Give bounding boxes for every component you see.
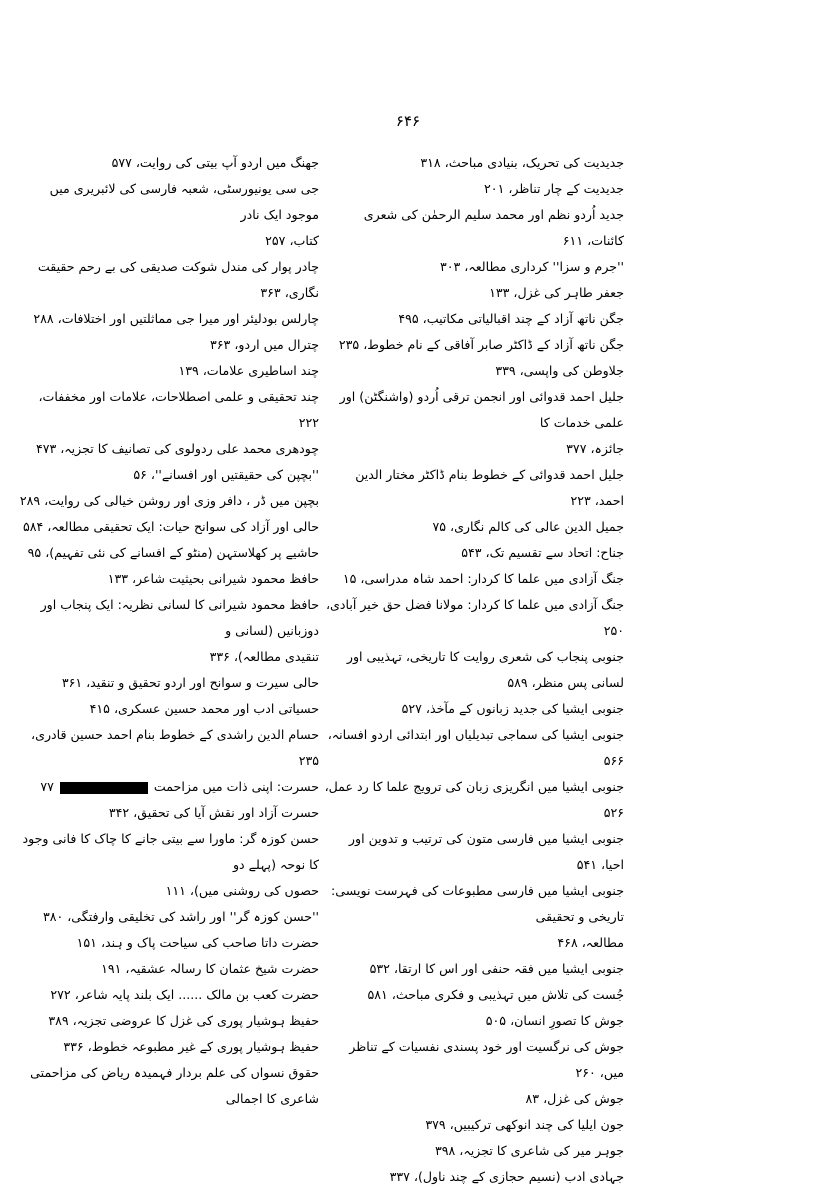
index-entry: چند اساطیری علامات، ۱۳۹ — [178, 363, 319, 378]
index-entry: چادر پوار کی مندل شوکت صدیقی کی بے رحم حقیقت نگاری، ۳۶۳ — [37, 259, 319, 300]
index-entry: حالی اور آزاد کی سوانح حیات: ایک تحقیقی مطالعہ، ۵۸۴ — [22, 519, 319, 534]
index-entry: جنوبی ایشیا میں فارسی متون کی ترتیب و تدوین اور احیا، ۵۴۱ — [348, 831, 624, 872]
index-entry: حافظ محمود شیرانی کا لسانی نظریہ: ایک پنجاب اور دوزبانیں (لسانی و — [40, 597, 319, 638]
index-entry: ''بچپن کی حقیقتیں اور افسانے''، ۵۶ — [133, 467, 319, 482]
index-entry: حضرت شیخ عثمان کا رسالہ عشقیہ، ۱۹۱ — [101, 961, 319, 976]
index-entry: جوش کی نرگسیت اور خود پسندی نفسیات کے تناظر میں، ۲۶۰ — [349, 1039, 624, 1080]
index-entry: جلیل احمد قدوائی کے خطوط بنام ڈاکٹر مختار الدین احمد، ۲۲۳ — [355, 467, 624, 508]
index-entry: جون ایلیا کی چند انوکھی ترکیبیں، ۳۷۹ — [425, 1117, 624, 1132]
index-entry: جوہر میر کی شاعری کا تجزیہ، ۳۹۸ — [435, 1143, 624, 1158]
index-entry: جہادی ادب (نسیم حجازی کے چند ناول)، ۳۳۷ — [389, 1169, 624, 1184]
index-entry: مطالعہ، ۴۶۸ — [557, 935, 624, 950]
index-entry: ''حسن کوزہ گر'' اور راشد کی تخلیقی وارفتگی، ۳۸۰ — [42, 909, 319, 924]
index-entry: جناح: اتحاد سے تقسیم تک، ۵۴۳ — [461, 545, 624, 560]
index-entry: جھنگ میں اردو آپ بیتی کی روایت، ۵۷۷ — [111, 155, 319, 170]
index-entry: جنوبی ایشیا کی جدید زبانوں کے مآخذ، ۵۲۷ — [401, 701, 624, 716]
index-entry: جوش کی غزل، ۸۳ — [525, 1091, 624, 1106]
index-entry: حافظ محمود شیرانی بحیثیت شاعر، ۱۳۳ — [107, 571, 319, 586]
index-column-right — [324, 150, 624, 1190]
index-entry: چند تحقیقی و علمی اصطلاحات، علامات اور مخففات، ۲۲۲ — [38, 389, 319, 430]
index-entry: حالی سیرت و سوانح اور اردو تحقیق و تنقید، ۳۶۱ — [61, 675, 319, 690]
index-entry: جنگ آزادی میں علما کا کردار: مولانا فضل حق خیر آبادی، ۲۵۰ — [325, 597, 624, 638]
index-entry: حسیاتی ادب اور محمد حسین عسکری، ۴۱۵ — [89, 701, 319, 716]
index-entry: کتاب، ۲۵۷ — [265, 233, 319, 248]
index-entry: جلیل احمد قدوائی اور انجمن ترقی اُردو (واشنگٹن) اور علمی خدمات کا — [339, 389, 624, 430]
index-entry: حسرت آزاد اور نقش آیا کی تحقیق، ۳۴۲ — [108, 805, 319, 820]
index-entry: جگن ناتھ آزاد کے چند اقبالیاتی مکاتیب، ۴۹۵ — [398, 311, 624, 326]
index-entry: حقوق نسواں کی علم بردار فہمیدہ ریاض کی مزاحمتی شاعری کا اجمالی — [30, 1065, 319, 1106]
index-entry-redacted — [19, 774, 319, 800]
index-entry: ''جرم و سزا'' کرداری مطالعہ، ۳۰۳ — [439, 259, 624, 274]
index-entry-text: حسرت: اپنی ذات میں مزاحمت — [153, 779, 319, 794]
index-entry: حاشیے پر کھلاستہن (منٹو کے افسانے کی نئی تفہیم)، ۹۵ — [27, 545, 319, 560]
index-entry: حصوں کی روشنی میں)، ۱۱۱ — [165, 883, 319, 898]
index-entry: جنگ آزادی میں علما کا کردار: احمد شاہ مدراسی، ۱۵ — [342, 571, 624, 586]
index-entry: چارلس بودلیئر اور میرا جی مماثلتیں اور اختلافات، ۲۸۸ — [33, 311, 319, 326]
index-entry: جدیدیت کے چار تناظر، ۲۰۱ — [484, 181, 624, 196]
index-entry: حفیظ ہوشیار پوری کے غیر مطبوعہ خطوط، ۳۳۶ — [63, 1039, 319, 1054]
index-entry: جوش کا تصورِ انسان، ۵۰۵ — [485, 1013, 624, 1028]
index-entry: حضرت داتا صاحب کی سیاحت پاک و ہند، ۱۵۱ — [76, 935, 319, 950]
index-entry: جدیدیت کی تحریک، بنیادی مباحث، ۳۱۸ — [420, 155, 624, 170]
redaction-bar — [60, 782, 148, 794]
index-entry: حسن کوزہ گر: ماورا سے بیتی جانے کا چاک کا فانی وجود کا نوحہ (پہلے دو — [22, 831, 319, 872]
index-entry: جدید اُردو نظم اور محمد سلیم الرحمٰن کی شعری کائنات، ۶۱۱ — [363, 207, 624, 248]
index-entry: جعفر طاہر کی غزل، ۱۳۳ — [489, 285, 624, 300]
index-column-left — [19, 150, 319, 1112]
index-entry-suffix: ۷۷ — [40, 779, 54, 794]
index-entry: جائزہ، ۳۷۷ — [566, 441, 624, 456]
index-entry: حفیظ ہوشیار پوری کی غزل کا عروضی تجزیہ، ۳۸۹ — [48, 1013, 319, 1028]
index-entry: جُست کی تلاش میں تہذیبی و فکری مباحث، ۵۸۱ — [367, 987, 624, 1002]
index-entry: حضرت کعب بن مالک ...... ایک بلند پایہ شاعر، ۲۷۲ — [50, 987, 319, 1002]
index-entry: جنوبی ایشیا کی سماجی تبدیلیاں اور ابتدائی اردو افسانہ، ۵۶۶ — [327, 727, 624, 768]
index-entry: تنقیدی مطالعہ)، ۳۳۶ — [209, 649, 319, 664]
index-entry: بچپن میں ڈر ، دافر وزی اور روشن خیالی کی روایت، ۲۸۹ — [19, 493, 319, 508]
index-entry: جنوبی ایشیا میں انگریزی زبان کی ترویج علما کا رد عمل، ۵۲۶ — [324, 779, 624, 820]
index-entry: چترال میں اردو، ۳۶۳ — [210, 337, 319, 352]
index-entry: جی سی یونیورسٹی، شعبہ فارسی کی لائبریری میں موجود ایک نادر — [49, 181, 319, 222]
index-entry: جگن ناتھ آزاد کے ڈاکٹر صابر آفاقی کے نام خطوط، ۲۳۵ — [338, 337, 624, 352]
index-entry: جنوبی ایشیا میں فقہ حنفی اور اس کا ارتقا، ۵۳۲ — [369, 961, 624, 976]
index-entry: حسام الدین راشدی کے خطوط بنام احمد حسین قادری، ۲۳۵ — [31, 727, 319, 768]
index-entry: جنوبی پنجاب کی شعری روایت کا تاریخی، تہذیبی اور لسانی پس منظر، ۵۸۹ — [346, 649, 624, 690]
index-entry: جلاوطن کی واپسی، ۳۳۹ — [495, 363, 624, 378]
index-entry: جنوبی ایشیا میں فارسی مطبوعات کی فہرست نویسی: تاریخی و تحقیقی — [331, 883, 624, 924]
page-number: ۶۴۶ — [395, 112, 421, 130]
index-entry: چودھری محمد علی ردولوی کی تصانیف کا تجزیہ، ۴۷۳ — [35, 441, 319, 456]
index-entry: جمیل الدین عالی کی کالم نگاری، ۷۵ — [432, 519, 624, 534]
